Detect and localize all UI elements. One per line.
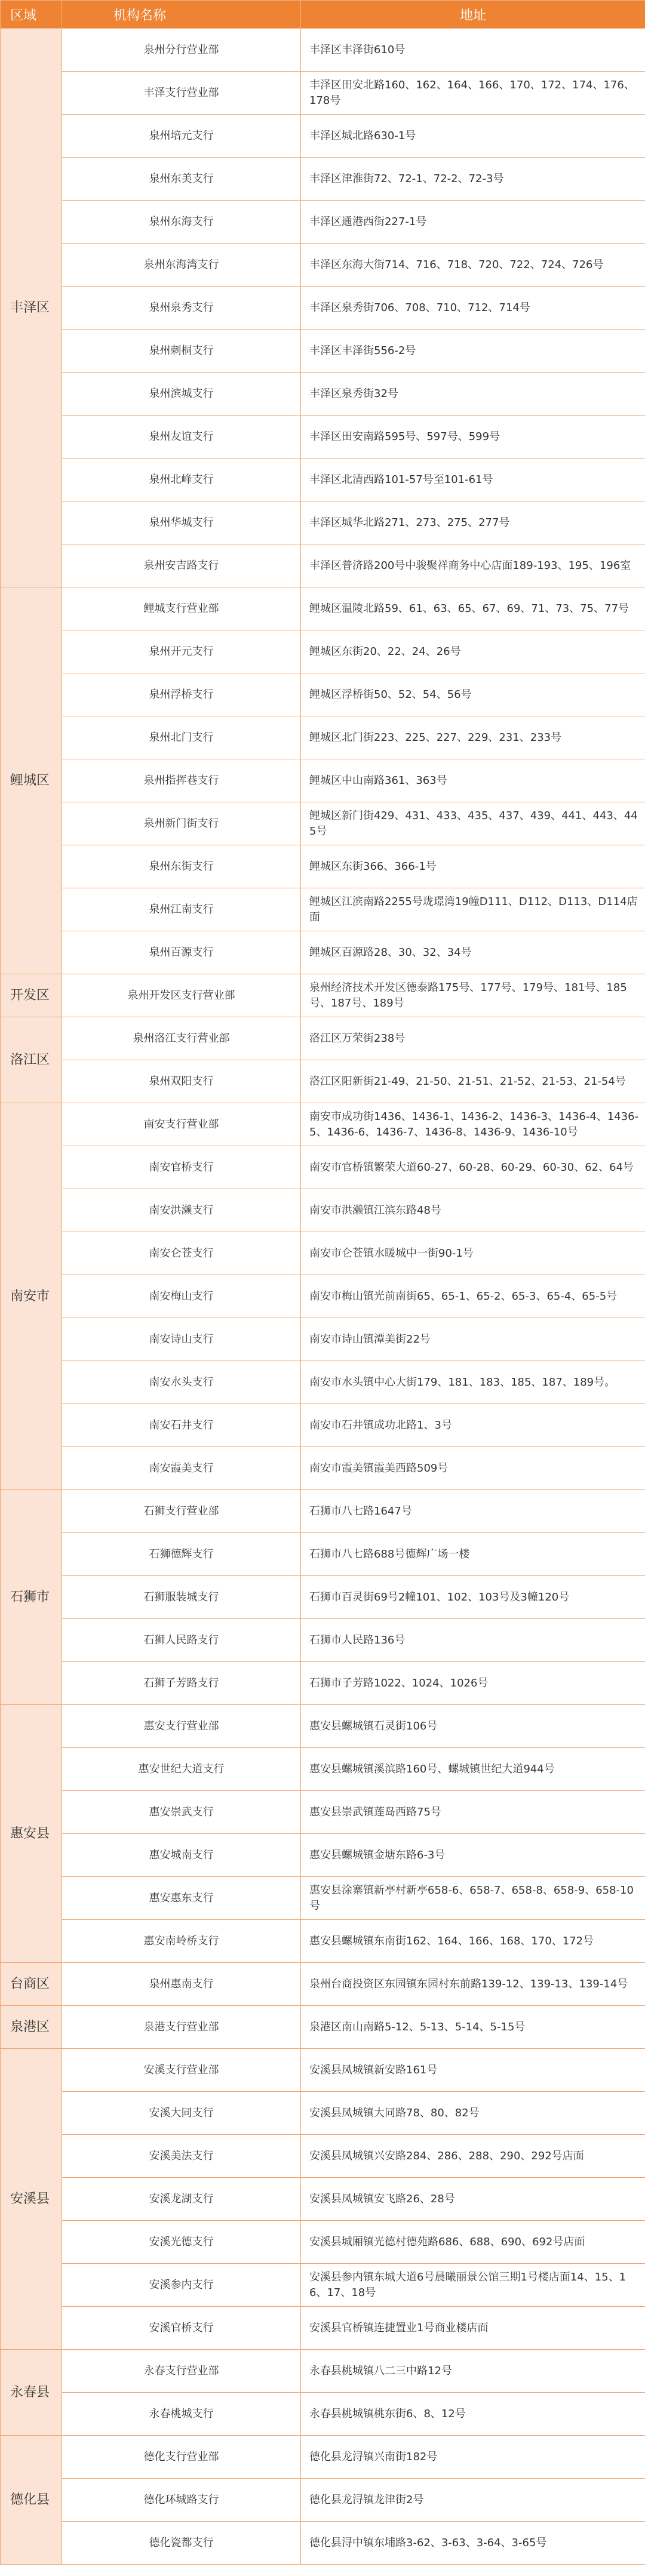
table-row (1, 501, 645, 544)
region-cell: 开发区 (1, 974, 62, 1017)
branch-name-cell: 泉州百源支行 (62, 931, 301, 974)
region-cell: 洛江区 (1, 1017, 62, 1103)
branch-name-cell: 泉州东街支行 (62, 845, 301, 888)
branch-name-cell: 永春支行营业部 (62, 2350, 301, 2393)
branch-address-cell: 石狮市八七路1647号 (301, 1490, 645, 1533)
branch-address-cell: 泉州台商投资区东园镇东园村东前路139-12、139-13、139-14号 (301, 1963, 645, 2006)
branch-address-cell: 永春县桃城镇八二三中路12号 (301, 2350, 645, 2393)
region-cell: 鲤城区 (1, 587, 62, 974)
table-row (1, 1232, 645, 1275)
branch-name-cell: 丰泽支行营业部 (62, 72, 301, 115)
table-row (1, 888, 645, 931)
branch-address-cell: 鲤城区百源路28、30、32、34号 (301, 931, 645, 974)
table-row (1, 1705, 645, 1748)
branch-address-cell: 安溪县城厢镇光德村德苑路686、688、690、692号店面 (301, 2221, 645, 2264)
table-row (1, 1834, 645, 1877)
branch-address-cell: 丰泽区泉秀街706、708、710、712、714号 (301, 287, 645, 330)
branch-name-cell: 泉州新门街支行 (62, 802, 301, 845)
branch-name-cell: 石狮子芳路支行 (62, 1662, 301, 1705)
branch-address-cell: 丰泽区普济路200号中骏聚祥商务中心店面189-193、195、196室 (301, 544, 645, 587)
table-row (1, 244, 645, 287)
branch-address-cell: 鲤城区东街366、366-1号 (301, 845, 645, 888)
branch-name-cell: 南安官桥支行 (62, 1146, 301, 1189)
table-row (1, 1361, 645, 1404)
table-row (1, 716, 645, 759)
branch-name-cell: 南安支行营业部 (62, 1103, 301, 1146)
branch-name-cell: 泉州指挥巷支行 (62, 759, 301, 802)
branch-address-cell: 惠安县螺城镇金塘东路6-3号 (301, 1834, 645, 1877)
branch-address-cell: 南安市诗山镇潭美街22号 (301, 1318, 645, 1361)
branch-address-cell: 安溪县凤城镇安飞路26、28号 (301, 2178, 645, 2221)
table-row (1, 759, 645, 802)
table-row (1, 2522, 645, 2565)
table-row (1, 931, 645, 974)
table-row (1, 2221, 645, 2264)
branch-name-cell: 泉州北峰支行 (62, 458, 301, 501)
table-row (1, 330, 645, 373)
table-row (1, 2006, 645, 2049)
region-cell: 永春县 (1, 2350, 62, 2436)
branch-address-cell: 石狮市八七路688号德辉广场一楼 (301, 1533, 645, 1576)
table-row (1, 802, 645, 845)
branch-address-cell: 惠安县崇武镇莲岛西路75号 (301, 1791, 645, 1834)
branch-name-cell: 石狮人民路支行 (62, 1619, 301, 1662)
table-row (1, 1619, 645, 1662)
branch-address-cell: 鲤城区浮桥街50、52、54、56号 (301, 673, 645, 716)
branch-address-cell: 德化县龙浔镇龙津街2号 (301, 2479, 645, 2522)
header-name: 机构名称 (62, 1, 301, 29)
branch-name-cell: 泉州惠南支行 (62, 1963, 301, 2006)
branch-name-cell: 泉州浮桥支行 (62, 673, 301, 716)
region-cell: 南安市 (1, 1103, 62, 1490)
branch-address-cell: 惠安县涂寨镇新亭村新亭658-6、658-7、658-8、658-9、658-10号 (301, 1877, 645, 1920)
branch-name-cell: 德化环城路支行 (62, 2479, 301, 2522)
table-row (1, 1576, 645, 1619)
table-row (1, 1963, 645, 2006)
branch-address-cell: 鲤城区中山南路361、363号 (301, 759, 645, 802)
branch-name-cell: 泉州洛江支行营业部 (62, 1017, 301, 1060)
region-cell: 丰泽区 (1, 29, 62, 587)
table-row (1, 201, 645, 244)
table-row (1, 29, 645, 72)
table-body (1, 29, 645, 2565)
table-row (1, 2393, 645, 2436)
branch-name-cell: 安溪官桥支行 (62, 2307, 301, 2350)
header-address: 地址 (301, 1, 645, 29)
branch-name-cell: 德化支行营业部 (62, 2436, 301, 2479)
table-row (1, 1404, 645, 1447)
table-row (1, 72, 645, 115)
branch-address-cell: 惠安县螺城镇东南街162、164、166、168、170、172号 (301, 1920, 645, 1963)
branch-name-cell: 南安霞美支行 (62, 1447, 301, 1490)
branch-name-cell: 德化瓷都支行 (62, 2522, 301, 2565)
table-row (1, 845, 645, 888)
branch-address-cell: 鲤城区东街20、22、24、26号 (301, 630, 645, 673)
branch-name-cell: 南安洪濑支行 (62, 1189, 301, 1232)
table-row (1, 1103, 645, 1146)
branch-name-cell: 泉州滨城支行 (62, 373, 301, 416)
table-row (1, 1791, 645, 1834)
branch-address-cell: 丰泽区城北路630-1号 (301, 115, 645, 158)
branch-address-cell: 泉港区南山南路5-12、5-13、5-14、5-15号 (301, 2006, 645, 2049)
branch-address-cell: 丰泽区田安北路160、162、164、166、170、172、174、176、178号 (301, 72, 645, 115)
branch-name-cell: 泉州东美支行 (62, 158, 301, 201)
table-row (1, 2307, 645, 2350)
branch-name-cell: 泉港支行营业部 (62, 2006, 301, 2049)
table-row (1, 2049, 645, 2092)
table-row (1, 1318, 645, 1361)
region-cell: 台商区 (1, 1963, 62, 2006)
branch-address-cell: 安溪县官桥镇连捷置业1号商业楼店面 (301, 2307, 645, 2350)
branch-address-cell: 丰泽区津淮街72、72-1、72-2、72-3号 (301, 158, 645, 201)
branch-name-cell: 安溪大同支行 (62, 2092, 301, 2135)
branch-name-cell: 泉州分行营业部 (62, 29, 301, 72)
branch-address-cell: 鲤城区新门街429、431、433、435、437、439、441、443、445号 (301, 802, 645, 845)
branch-address-cell: 南安市官桥镇繁荣大道60-27、60-28、60-29、60-30、62、64号 (301, 1146, 645, 1189)
branch-address-cell: 丰泽区丰泽街610号 (301, 29, 645, 72)
branch-name-cell: 泉州江南支行 (62, 888, 301, 931)
branch-name-cell: 南安仑苍支行 (62, 1232, 301, 1275)
table-row (1, 2479, 645, 2522)
table-row (1, 1060, 645, 1103)
branch-address-cell: 永春县桃城镇桃东街6、8、12号 (301, 2393, 645, 2436)
branch-address-cell: 德化县龙浔镇兴南街182号 (301, 2436, 645, 2479)
table-row (1, 115, 645, 158)
branch-address-cell: 南安市水头镇中心大街179、181、183、185、187、189号。 (301, 1361, 645, 1404)
branch-address-cell: 鲤城区温陵北路59、61、63、65、67、69、71、73、75、77号 (301, 587, 645, 630)
branch-address-cell: 南安市成功街1436、1436-1、1436-2、1436-3、1436-4、1436-5、1436-6、1436-7、1436-8、1436-9、1436-10号 (301, 1103, 645, 1146)
branch-address-cell: 丰泽区东海大街714、716、718、720、722、724、726号 (301, 244, 645, 287)
table-row (1, 673, 645, 716)
branch-name-cell: 泉州东海支行 (62, 201, 301, 244)
region-cell: 安溪县 (1, 2049, 62, 2350)
branch-address-cell: 南安市梅山镇光前南街65、65-1、65-2、65-3、65-4、65-5号 (301, 1275, 645, 1318)
branch-name-cell: 惠安惠东支行 (62, 1877, 301, 1920)
branch-address-cell: 石狮市子芳路1022、1024、1026号 (301, 1662, 645, 1705)
branch-address-cell: 南安市仑苍镇水暖城中一街90-1号 (301, 1232, 645, 1275)
branch-address-cell: 南安市霞美镇霞美西路509号 (301, 1447, 645, 1490)
branch-name-cell: 泉州华城支行 (62, 501, 301, 544)
branch-name-cell: 泉州培元支行 (62, 115, 301, 158)
branch-name-cell: 惠安城南支行 (62, 1834, 301, 1877)
branch-name-cell: 石狮服装城支行 (62, 1576, 301, 1619)
table-row (1, 974, 645, 1017)
branch-address-cell: 德化县浔中镇东埔路3-62、3-63、3-64、3-65号 (301, 2522, 645, 2565)
table-row (1, 1275, 645, 1318)
branch-address-cell: 丰泽区泉秀街32号 (301, 373, 645, 416)
branch-address-cell: 泉州经济技术开发区德泰路175号、177号、179号、181号、185号、187号、189号 (301, 974, 645, 1017)
branch-name-cell: 安溪参内支行 (62, 2264, 301, 2307)
table-row (1, 1748, 645, 1791)
table-row (1, 1662, 645, 1705)
branch-name-cell: 南安水头支行 (62, 1361, 301, 1404)
branch-name-cell: 泉州东海湾支行 (62, 244, 301, 287)
branch-name-cell: 惠安南岭桥支行 (62, 1920, 301, 1963)
branch-name-cell: 泉州友谊支行 (62, 416, 301, 458)
branch-name-cell: 泉州泉秀支行 (62, 287, 301, 330)
table-row (1, 416, 645, 458)
table-header-row (1, 1, 645, 29)
branch-name-cell: 泉州北门支行 (62, 716, 301, 759)
branch-address-cell: 丰泽区丰泽街556-2号 (301, 330, 645, 373)
branch-name-cell: 南安梅山支行 (62, 1275, 301, 1318)
branch-name-cell: 惠安支行营业部 (62, 1705, 301, 1748)
branch-name-cell: 永春桃城支行 (62, 2393, 301, 2436)
region-cell: 惠安县 (1, 1705, 62, 1963)
region-cell: 德化县 (1, 2436, 62, 2565)
branch-address-cell: 丰泽区田安南路595号、597号、599号 (301, 416, 645, 458)
table-row (1, 587, 645, 630)
branch-name-cell: 惠安世纪大道支行 (62, 1748, 301, 1791)
branch-name-cell: 南安诗山支行 (62, 1318, 301, 1361)
table-row (1, 1490, 645, 1533)
branch-name-cell: 泉州刺桐支行 (62, 330, 301, 373)
table-row (1, 2135, 645, 2178)
table-row (1, 630, 645, 673)
branch-address-cell: 安溪县凤城镇兴安路284、286、288、290、292号店面 (301, 2135, 645, 2178)
branch-name-cell: 泉州双阳支行 (62, 1060, 301, 1103)
branch-address-cell: 洛江区万荣街238号 (301, 1017, 645, 1060)
region-cell: 泉港区 (1, 2006, 62, 2049)
branch-address-cell: 南安市洪濑镇江滨东路48号 (301, 1189, 645, 1232)
branch-address-cell: 丰泽区城华北路271、273、275、277号 (301, 501, 645, 544)
branch-name-cell: 南安石井支行 (62, 1404, 301, 1447)
table-row (1, 1146, 645, 1189)
table-row (1, 1533, 645, 1576)
table-row (1, 1189, 645, 1232)
table-row (1, 373, 645, 416)
branch-name-cell: 泉州开发区支行营业部 (62, 974, 301, 1017)
table-row (1, 458, 645, 501)
table-row (1, 1017, 645, 1060)
table-row (1, 1920, 645, 1963)
table-row (1, 2350, 645, 2393)
branch-name-cell: 泉州安吉路支行 (62, 544, 301, 587)
table-row (1, 2264, 645, 2307)
branch-address-cell: 安溪县参内镇东城大道6号晨曦丽景公馆三期1号楼店面14、15、16、17、18号 (301, 2264, 645, 2307)
branch-address-cell: 南安市石井镇成功北路1、3号 (301, 1404, 645, 1447)
header-region: 区域 (1, 1, 62, 29)
region-cell: 石狮市 (1, 1490, 62, 1705)
branch-address-cell: 石狮市人民路136号 (301, 1619, 645, 1662)
branch-address-cell: 惠安县螺城镇溪滨路160号、螺城镇世纪大道944号 (301, 1748, 645, 1791)
branch-name-cell: 安溪光德支行 (62, 2221, 301, 2264)
branch-name-cell: 惠安崇武支行 (62, 1791, 301, 1834)
branch-address-cell: 安溪县凤城镇大同路78、80、82号 (301, 2092, 645, 2135)
table-row (1, 2092, 645, 2135)
branch-name-cell: 安溪龙湖支行 (62, 2178, 301, 2221)
table-row (1, 2436, 645, 2479)
branch-name-cell: 石狮德辉支行 (62, 1533, 301, 1576)
branch-address-cell: 洛江区阳新街21-49、21-50、21-51、21-52、21-53、21-54号 (301, 1060, 645, 1103)
table-row (1, 1447, 645, 1490)
branch-address-cell: 丰泽区通港西街227-1号 (301, 201, 645, 244)
branch-address-cell: 丰泽区北清西路101-57号至101-61号 (301, 458, 645, 501)
branch-address-cell: 鲤城区北门街223、225、227、229、231、233号 (301, 716, 645, 759)
table-row (1, 287, 645, 330)
table-row (1, 2178, 645, 2221)
branch-name-cell: 石狮支行营业部 (62, 1490, 301, 1533)
branch-name-cell: 安溪美法支行 (62, 2135, 301, 2178)
branch-address-cell: 惠安县螺城镇石灵街106号 (301, 1705, 645, 1748)
branch-name-cell: 安溪支行营业部 (62, 2049, 301, 2092)
branch-name-cell: 鲤城支行营业部 (62, 587, 301, 630)
branch-address-cell: 安溪县凤城镇新安路161号 (301, 2049, 645, 2092)
table-row (1, 544, 645, 587)
table-row (1, 158, 645, 201)
table-row (1, 1877, 645, 1920)
branch-address-cell: 石狮市百灵街69号2幢101、102、103号及3幢120号 (301, 1576, 645, 1619)
branch-address-cell: 鲤城区江滨南路2255号珑璟湾19幢D111、D112、D113、D114店面 (301, 888, 645, 931)
branch-name-cell: 泉州开元支行 (62, 630, 301, 673)
